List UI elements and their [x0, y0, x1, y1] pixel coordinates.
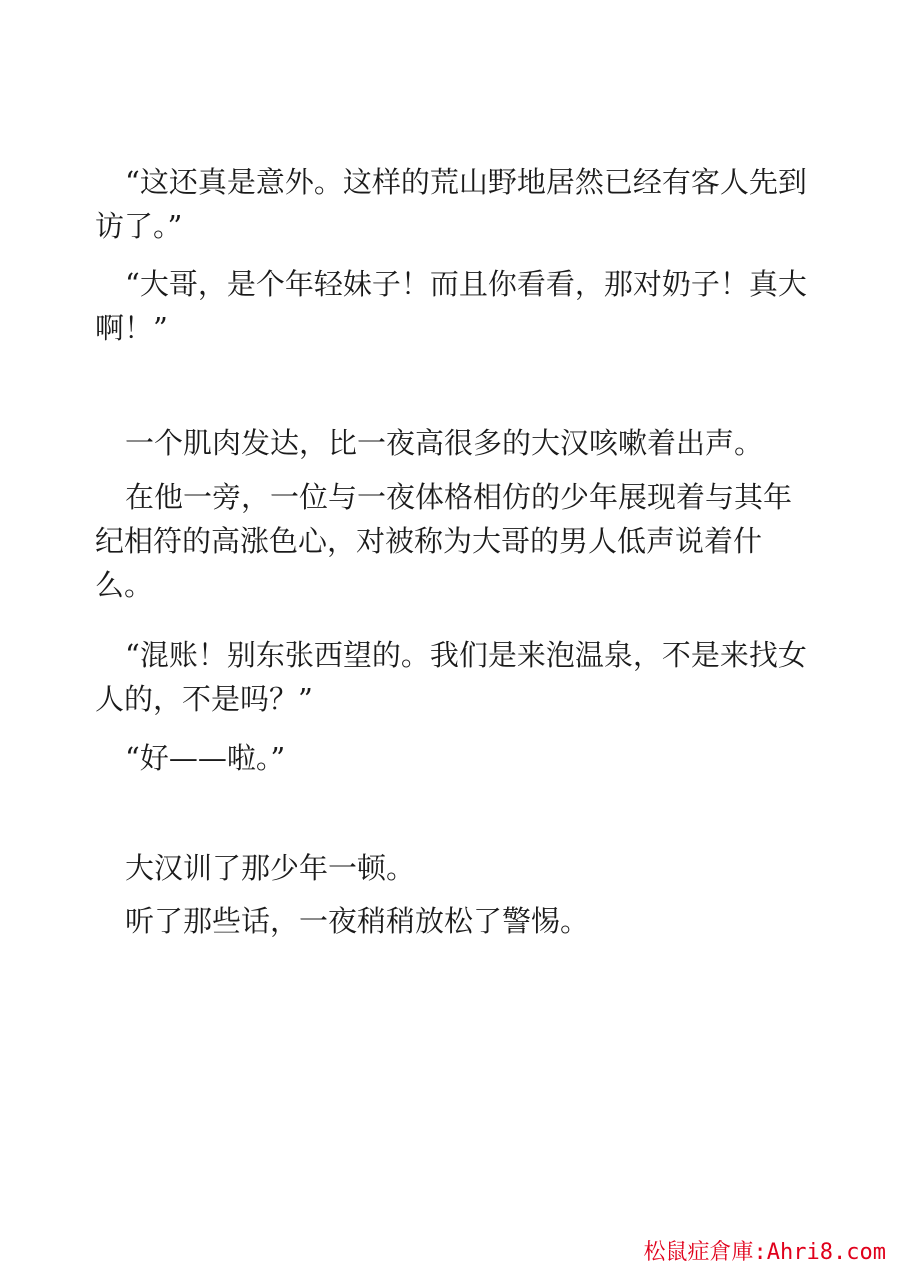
- paragraph-narration-1: 一个肌肉发达，比一夜高很多的大汉咳嗽着出声。: [125, 426, 764, 460]
- paragraph-dialogue-2: “大哥，是个年轻妹子！而且你看看，那对奶子！真大啊！”: [95, 267, 807, 345]
- paragraph-dialogue-3: “混账！别东张西望的。我们是来泡温泉，不是来找女人的，不是吗？”: [95, 638, 807, 716]
- watermark-text: 松鼠症倉庫:Ahri8.com: [643, 1240, 886, 1265]
- paragraph-dialogue-1: “这还真是意外。这样的荒山野地居然已经有客人先到访了。”: [95, 165, 807, 243]
- paragraph-narration-4: 听了那些话，一夜稍稍放松了警惕。: [125, 904, 590, 938]
- paragraph-dialogue-4: “好——啦。”: [125, 741, 286, 775]
- paragraph-narration-2: 在他一旁，一位与一夜体格相仿的少年展现着与其年纪相符的高涨色心，对被称为大哥的男人低声说着什么。: [95, 480, 793, 602]
- paragraph-narration-3: 大汉训了那少年一顿。: [125, 851, 416, 885]
